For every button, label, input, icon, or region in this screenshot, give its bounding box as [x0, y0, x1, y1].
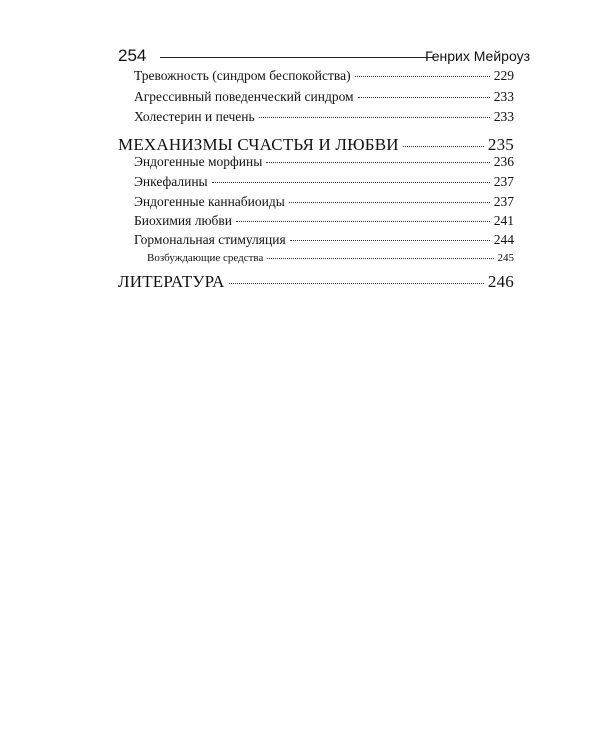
toc-chapter	[118, 272, 514, 292]
dot-leader	[266, 162, 489, 163]
toc-entry	[134, 154, 514, 170]
toc-entry-title: Холестерин и печень	[134, 109, 255, 124]
toc-chapter-title: МЕХАНИЗМЫ СЧАСТЬЯ И ЛЮБВИ	[118, 135, 399, 154]
toc-entry-title: Энкефалины	[134, 174, 208, 189]
dot-leader	[355, 76, 490, 77]
running-head: Генрих Мейроуз	[425, 48, 530, 64]
toc-entry	[134, 68, 514, 84]
toc-entry-page: 236	[493, 154, 514, 169]
dot-leader	[403, 146, 484, 147]
toc-entry-page: 241	[493, 213, 514, 228]
toc-chapter	[118, 135, 514, 155]
dot-leader	[289, 202, 490, 203]
dot-leader	[212, 182, 490, 183]
dot-leader	[259, 117, 490, 118]
dot-leader	[358, 97, 490, 98]
toc-entry	[134, 89, 514, 105]
toc-chapter-page: 246	[487, 272, 514, 291]
toc-entry-page: 229	[493, 68, 514, 83]
dot-leader	[229, 283, 484, 284]
toc-entry-title: Эндогенные каннабиоиды	[134, 194, 285, 209]
toc-entry-page: 237	[493, 174, 514, 189]
toc-subentry-title: Возбуждающие средства	[147, 252, 264, 264]
toc-entry	[134, 109, 514, 125]
dot-leader	[236, 221, 490, 222]
toc-entry-title: Тревожность (синдром беспокойства)	[134, 68, 351, 83]
page-header	[118, 46, 530, 66]
toc-entry-page: 244	[493, 232, 514, 247]
toc-entry	[134, 174, 514, 190]
toc-entry-page: 237	[493, 194, 514, 209]
toc-entry-title: Агрессивный поведенческий синдром	[134, 89, 354, 104]
toc-entry-title: Эндогенные морфины	[134, 154, 263, 169]
toc-entry-page: 233	[493, 89, 514, 104]
toc-subentry-page: 245	[497, 252, 514, 264]
page-number: 254	[118, 46, 147, 65]
toc-entry	[134, 232, 514, 248]
toc-entry-page: 233	[493, 109, 514, 124]
toc-entry-title: Гормональная стимуляция	[134, 232, 286, 247]
toc-chapter-title: ЛИТЕРАТУРА	[118, 272, 225, 291]
toc-entry-title: Биохимия любви	[134, 213, 233, 228]
toc-chapter-page: 235	[487, 135, 514, 154]
dot-leader	[267, 258, 493, 259]
toc-entry	[134, 194, 514, 210]
header-rule	[160, 57, 434, 58]
toc-entry	[134, 213, 514, 229]
toc-subentry	[147, 252, 514, 264]
dot-leader	[290, 240, 490, 241]
